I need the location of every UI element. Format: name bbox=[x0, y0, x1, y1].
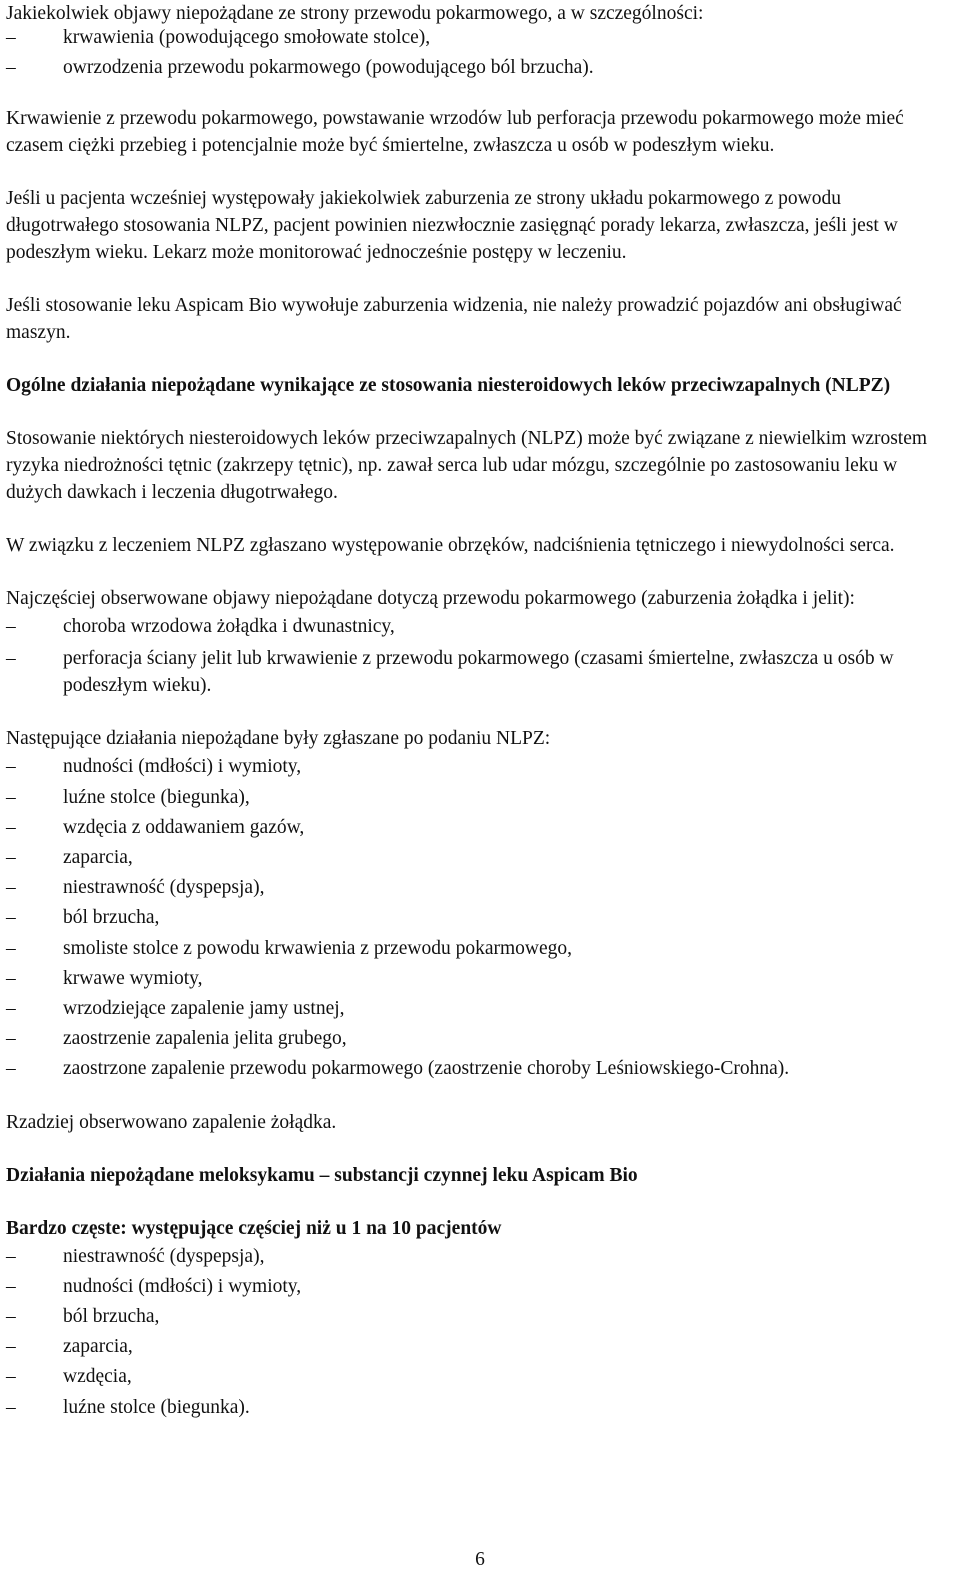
paragraph-gastritis: Rzadziej obserwowano zapalenie żołądka. bbox=[6, 1111, 337, 1133]
dash-bullet: – bbox=[6, 786, 16, 808]
reported-effects-block bbox=[6, 725, 956, 1084]
paragraph-thrombosis-risk: Stosowanie niektórych niesteroidowych leków przeciwzapalnych (NLPZ) może być związane z niewielkim wzrostem ryzyka niedrożności tętnic (zakrzepy tętnic), np. zawał serca lub udar mózgu, szczególnie po zastosowaniu leku w dużych dawkach i leczenia długotrwałego. bbox=[6, 428, 928, 504]
dash-bullet: – bbox=[6, 1336, 16, 1358]
intro-text: Jakiekolwiek objawy niepożądane ze strony przewodu pokarmowego, a w szczególności: bbox=[6, 3, 704, 24]
list-item: – choroba wrzodowa żołądka i dwunastnicy, bbox=[6, 612, 956, 642]
list-item: – niestrawność (dyspepsja), bbox=[6, 873, 956, 903]
list-item: – zaparcia, bbox=[6, 843, 956, 873]
common-effects-block bbox=[6, 585, 956, 699]
dash-bullet: – bbox=[6, 937, 16, 959]
very-common-list bbox=[6, 1242, 956, 1423]
list-item: – niestrawność (dyspepsja), bbox=[6, 1242, 956, 1272]
dash-bullet: – bbox=[6, 967, 16, 989]
dash-bullet: – bbox=[6, 1028, 16, 1050]
list-item: – zaostrzone zapalenie przewodu pokarmowego (zaostrzenie choroby Leśniowskiego-Crohna). bbox=[6, 1054, 956, 1084]
very-common-heading: Bardzo częste: występujące częściej niż u 1 na 10 pacjentów bbox=[6, 1217, 502, 1239]
list-item: – perforacja ściany jelit lub krwawienie z przewodu pokarmowego (czasami śmiertelne, zwłaszcza u osób w podeszłym wieku). bbox=[6, 645, 956, 699]
dash-bullet: – bbox=[6, 1058, 16, 1080]
dash-bullet: – bbox=[6, 27, 16, 48]
list-item: – owrzodzenia przewodu pokarmowego (powodującego ból brzucha). bbox=[6, 53, 956, 83]
dash-bullet: – bbox=[6, 816, 16, 838]
list-item: – wzdęcia, bbox=[6, 1362, 956, 1392]
list-item: – wrzodziejące zapalenie jamy ustnej, bbox=[6, 994, 956, 1024]
dash-bullet: – bbox=[6, 1396, 16, 1418]
paragraph-edema: W związku z leczeniem NLPZ zgłaszano występowanie obrzęków, nadciśnienia tętniczego i niewydolności serca. bbox=[6, 535, 895, 557]
dash-bullet: – bbox=[6, 616, 16, 638]
list-item: – nudności (mdłości) i wymioty, bbox=[6, 1272, 956, 1302]
list-item: – luźne stolce (biegunka). bbox=[6, 1393, 956, 1423]
reported-effects-text: Następujące działania niepożądane były zgłaszane po podaniu NLPZ: bbox=[6, 728, 551, 750]
dash-bullet: – bbox=[6, 1366, 16, 1388]
paragraph-vision-warning: Jeśli stosowanie leku Aspicam Bio wywołuje zaburzenia widzenia, nie należy prowadzić pojazdów ani obsługiwać maszyn. bbox=[6, 295, 902, 344]
dash-bullet: – bbox=[6, 907, 16, 929]
dash-bullet: – bbox=[6, 57, 16, 79]
list-item: – smoliste stolce z powodu krwawienia z przewodu pokarmowego, bbox=[6, 934, 956, 964]
dash-bullet: – bbox=[6, 998, 16, 1020]
common-effects-text: Najczęściej obserwowane objawy niepożądane dotyczą przewodu pokarmowego (zaburzenia żołądka i jelit): bbox=[6, 588, 855, 610]
list-item: – nudności (mdłości) i wymioty, bbox=[6, 752, 956, 782]
dash-bullet: – bbox=[6, 648, 16, 670]
list-item: – ból brzucha, bbox=[6, 1302, 956, 1332]
document-page bbox=[6, 0, 956, 1423]
list-item: – luźne stolce (biegunka), bbox=[6, 783, 956, 813]
common-effects-list bbox=[6, 612, 956, 699]
list-item: – krwawienia (powodującego smołowate stolce), bbox=[6, 23, 956, 53]
dash-bullet: – bbox=[6, 1275, 16, 1297]
paragraph-prior-disorders: Jeśli u pacjenta wcześniej występowały jakiekolwiek zaburzenia ze strony układu pokarmowego z powodu długotrwałego stosowania NLPZ, pacjent powinien niezwłocznie zasięgnąć porady lekarza, zwłaszcza, jeśli jest w podeszłym wieku. Lekarz może monitorować jednocześnie postępy w leczeniu. bbox=[6, 188, 898, 264]
intro-block bbox=[6, 0, 956, 83]
dash-bullet: – bbox=[6, 847, 16, 869]
list-item: – zaparcia, bbox=[6, 1332, 956, 1362]
list-item: – krwawe wymioty, bbox=[6, 964, 956, 994]
paragraph-bleeding-risk: Krwawienie z przewodu pokarmowego, powstawanie wrzodów lub perforacja przewodu pokarmowego może mieć czasem ciężki przebieg i potencjalnie może być śmiertelne, zwłaszcza u osób w podeszłym wieku. bbox=[6, 108, 904, 157]
dash-bullet: – bbox=[6, 1306, 16, 1328]
page-number: 6 bbox=[475, 1549, 485, 1570]
very-common-block bbox=[6, 1215, 956, 1423]
reported-effects-list bbox=[6, 752, 956, 1084]
section-heading-meloxicam: Działania niepożądane meloksykamu – substancji czynnej leku Aspicam Bio bbox=[6, 1164, 638, 1186]
list-item: – wzdęcia z oddawaniem gazów, bbox=[6, 813, 956, 843]
list-item: – zaostrzenie zapalenia jelita grubego, bbox=[6, 1024, 956, 1054]
dash-bullet: – bbox=[6, 877, 16, 899]
intro-list bbox=[6, 23, 956, 83]
section-heading-nsaid-effects: Ogólne działania niepożądane wynikające ze stosowania niesteroidowych leków przeciwzapalnych (NLPZ) bbox=[6, 375, 891, 397]
dash-bullet: – bbox=[6, 756, 16, 778]
dash-bullet: – bbox=[6, 1245, 16, 1267]
list-item: – ból brzucha, bbox=[6, 903, 956, 933]
